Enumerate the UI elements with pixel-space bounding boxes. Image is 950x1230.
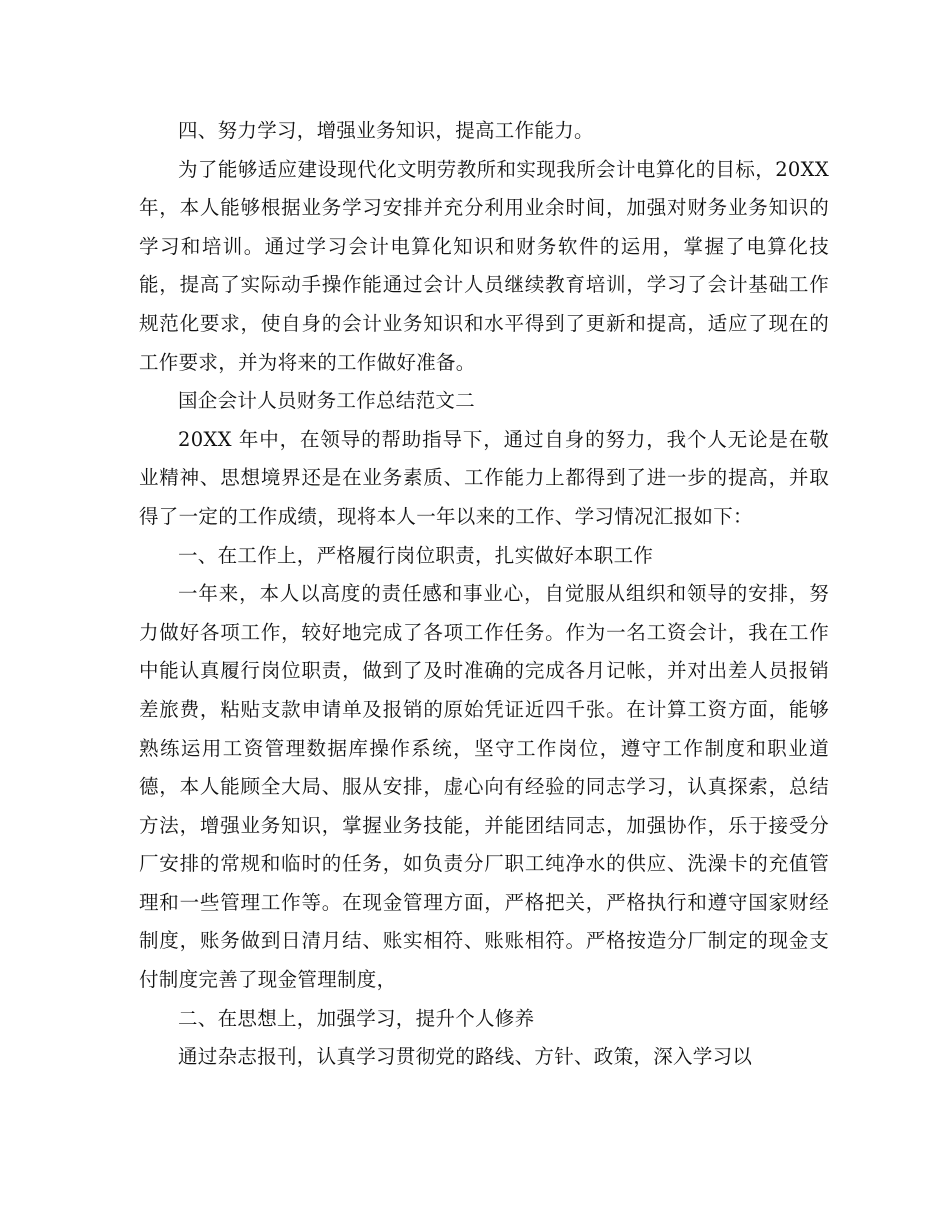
section-heading-four: 四、努力学习，增强业务知识，提高工作能力。	[178, 119, 594, 142]
section-heading-two: 二、在思想上，加强学习，提升个人修养	[178, 1006, 535, 1030]
body-paragraph: 通过杂志报刊，认真学习贯彻党的路线、方针、政策，深入学习以	[178, 1045, 753, 1069]
document-title: 国企会计人员财务工作总结范文二	[178, 389, 476, 413]
body-paragraph: 一年来，本人以高度的责任感和事业心，自觉服从组织和领导的安排，努力做好各项工作，较好地完成了各项工作任务。作为一名工资会计，我在工作中能认真履行岗位职责，做到了及时准确的完成各月记帐，并对出差人员报销差旅费，粘贴支款申请单及报销的原始凭证近四千张。在计算工资方面，能够熟练运用工资管理数据库操作系统，坚守工作岗位，遵守工作制度和职业道德，本人能顾全大局、服从安排，虚心向有经验的同志学习，认真探索，总结方法，增强业务知识，掌握业务技能，并能团结同志，加强协作，乐于接受分厂安排的常规和临时的任务，如负责分厂职工纯净水的供应、洗澡卡的充值管理和一些管理工作等。在现金管理方面，严格把关，严格执行和遵守国家财经制度，账务做到日清月结、账实相符、账账相符。严格按造分厂制定的现金支付制度完善了现金管理制度，	[139, 582, 829, 992]
intro-paragraph: 20XX 年中，在领导的帮助指导下，通过自身的努力，我个人无论是在敬业精神、思想境界还是在业务素质、工作能力上都得到了进一步的提高，并取得了一定的工作成绩，现将本人一年以来的工作、学习情况汇报如下：	[139, 427, 829, 528]
document-body	[139, 112, 829, 1077]
body-paragraph: 为了能够适应建设现代化文明劳教所和实现我所会计电算化的目标，20XX 年，本人能够根据业务学习安排并充分利用业余时间，加强对财务业务知识的学习和培训。通过学习会计电算化知识和财务软件的运用，掌握了电算化技能，提高了实际动手操作能通过会计人员继续教育培训，学习了会计基础工作规范化要求，使自身的会计业务知识和水平得到了更新和提高，适应了现在的工作要求，并为将来的工作做好准备。	[139, 157, 829, 374]
section-heading-one: 一、在工作上，严格履行岗位职责，扎实做好本职工作	[178, 543, 654, 567]
